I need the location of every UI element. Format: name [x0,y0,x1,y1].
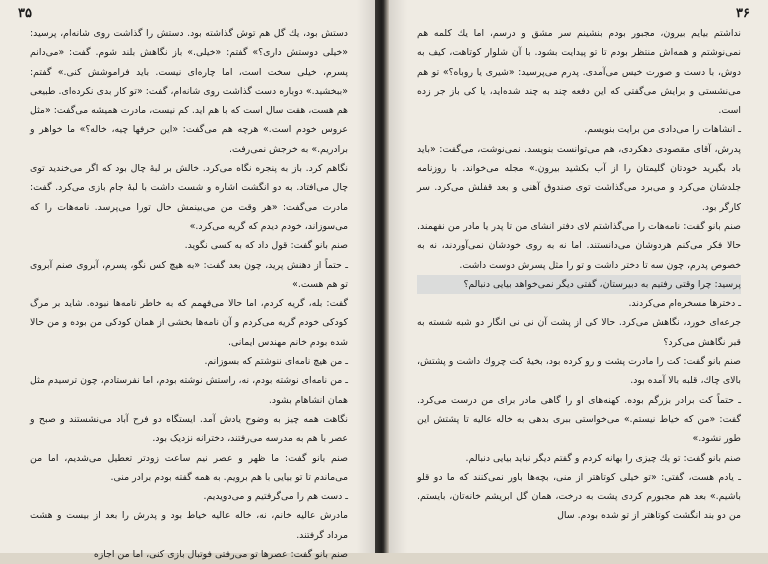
paragraph: صنم بانو گفت: قول داد که به کسی نگوید. [184,240,348,252]
paragraph: پدرش، آقای مقصودی دهکردی، هم می‌توانست بنویسد. نمی‌نوشت، می‌گفت: «باید باد بگیرید خودتان گلیمتان را از آب بکشید بیرون.» مجله می‌خواند. با روزنامه جلدشان می‌کرد و می‌برد می‌گذاشت توی صندوق آهنی و بعد قفلش می‌کرد. سر کارگر بود. [417,143,741,213]
paragraph: ـ انشاهات را می‌دادی من برایت بنویسم. [584,124,741,136]
paragraph: مادرش عالیه خانم، نه، خاله عالیه خیاط بود و پدرش را بعد از بیست و هشت مرداد گرفتند. [30,510,348,541]
paragraph: صنم بانو گفت: نامه‌هات را می‌گذاشتم لای دفتر انشای من تا پدر یا مادر من نفهمند. حالا فکر می‌کنم هردوشان می‌دانستند. اما نه به روی خودشان نمی‌آوردند، نه به خصوص پدرم، چون سه تا دختر داشت و تو را مثل پسرش دوست داشت. [417,220,741,271]
page-number: ۳۵ [18,6,32,21]
highlighted-paragraph: پرسید: چرا وقتی رفتیم به دبیرستان، گفتی دیگر نمی‌خواهد بیایی دنبالم؟ [417,275,741,294]
page-number: ۳۶ [736,6,750,21]
paragraph: ـ من نامه‌ای نوشته بودم، نه، راستش نوشته بودم، اما نفرستادم، چون ترسیدم مثل همان انشاهام بشود. [30,375,348,406]
paragraph: صنم بانو گفت: کت را مادرت پشت و رو کرده بود، بخیهٔ کت چروك داشت و پشتش، بالای چاك، قلبه بالا آمده بود. [417,356,741,387]
paragraph: صنم بانو گفت: عصرها تو می‌رفتی فوتبال بازی کنی، اما من اجازه [93,549,348,561]
page-text [417,24,741,526]
paragraph: نگاهت همه چیز به وضوح یادش آمد. ایستگاه دو فرح آباد می‌نشستند و صبح و عصر با هم به مدرسه می‌رفتند، دخترانه نزدیک بود. [30,413,348,445]
page-text [30,24,348,564]
paragraph: صنم بانو گفت: ما ظهر و عصر نیم ساعت زودتر تعطیل می‌شدیم، اما من می‌ماندم تا تو بیایی با هم برویم. به همه گفته بودم برادر منی. [30,452,348,483]
paragraph: دستش بود، یك گل هم توش گذاشته بود. دستش را گذاشت روی شانه‌ام، پرسید: «خیلی دوستش داری؟» گفتم: «خیلی.» باز نگاهش بلند شوم. گفت: «می‌دانم پسرم، خیلی سخت است، اما چاره‌ای نیست. باید فراموشش کنی.» گفتم: «ببخشید.» دوباره دست گذاشت روی شانه‌ام، گفت: «تو کار بدی نکرده‌ای. طبیعی هم هست، هفت سال است که با هم اید. کم نیست، مادرت همیشه می‌گفت: «مثل عروس خودم است.» هرچه هم می‌گفت: «این حرفها چیه، خاله؟» ما خواهر و برادریم.» به خرجش نمی‌رفت. [30,28,348,155]
paragraph: گفت: بله، گریه کردم، اما حالا می‌فهمم که به خاطر نامه‌ها نبوده. شاید بر مرگ کودکی خودم گریه می‌کردم و آن نامه‌ها بخشی از همان کودکی من بوده و من حالا شده بودم خانم مهندس ایمانی. [30,298,348,348]
paragraph: جرعه‌ای خورد، نگاهش می‌کرد. حالا کی از پشت آن نی نی انگار دو شبه شسته به قبر نگاهش می‌کرد؟ [417,317,741,348]
paragraph: ـ حتماً کت برادر بزرگم بوده. کهنه‌های او را گاهی مادر برای من درست می‌کرد. گفت: «من که خیاط نیستم.» می‌خواستی ببری بدهی به خاله عالیه تا پشتش این طور نشود.» [417,394,741,445]
paragraph: نگاهم کرد. باز به پنجره نگاه می‌کرد. خالش بر لبهٔ چال بود که اگر می‌خندید توی چال می‌افتاد. به دو انگشت اشاره و شست داشت با لبهٔ جام بازی می‌کرد. گفت: مادرت می‌گفت: «هر وقت من می‌بینمش حال تورا می‌پرسد. نامه‌هات را که می‌سوزاند، خودم دیدم که گریه می‌کرد.» [30,163,348,232]
paragraph: نداشتم بیایم بیرون، مجبور بودم بنشینم سر مشق و درسم، اما یك کلمه هم نمی‌نوشتم و همه‌اش منتظر بودم تا تو پیدایت بشود. با آن شلوار کوتاهت، کیف به دوش، با دست و صورت خیس می‌آمدی. پدرم می‌پرسید: «شیری یا روباه؟» تو هم می‌نشستی و برایش می‌گفتی که این دفعه چند به چند شده‌اید، یا کی باز جر زده است. [417,28,741,117]
page-edge-shadow [389,0,407,553]
paragraph: ـ من هیچ نامه‌ای ننوشتم که بسوزانم. [204,356,348,368]
left-page [0,0,375,561]
paragraph: صنم بانو گفت: تو یك چیزی را بهانه کردم و گفتم دیگر نباید بیایی دنبالم. [465,452,741,464]
paragraph: ـ دخترها مسخره‌ام می‌کردند. [628,298,741,310]
page-edge-shadow [357,0,375,553]
book-gutter [375,0,389,553]
paragraph: ـ دست هم را می‌گرفتیم و می‌دویدیم. [203,491,348,503]
paragraph: ـ یادم هست، گفتی: «تو خیلی کوتاهتر از منی، بچه‌ها باور نمی‌کنند که ما دو قلو باشیم.» بعد هم مجبورم کردی پشت به درخت، همان گل ابریشم خانه‌تان، بایستم. من دو بند انگشت کوتاهتر از تو شده بودم. سال [417,471,741,522]
right-page [389,0,768,553]
paragraph: ـ حتماً از دهنش پرید، چون بعد گفت: «به هیچ کس نگو، پسرم، آبروی صنم آبروی تو هم هست.» [30,259,348,290]
